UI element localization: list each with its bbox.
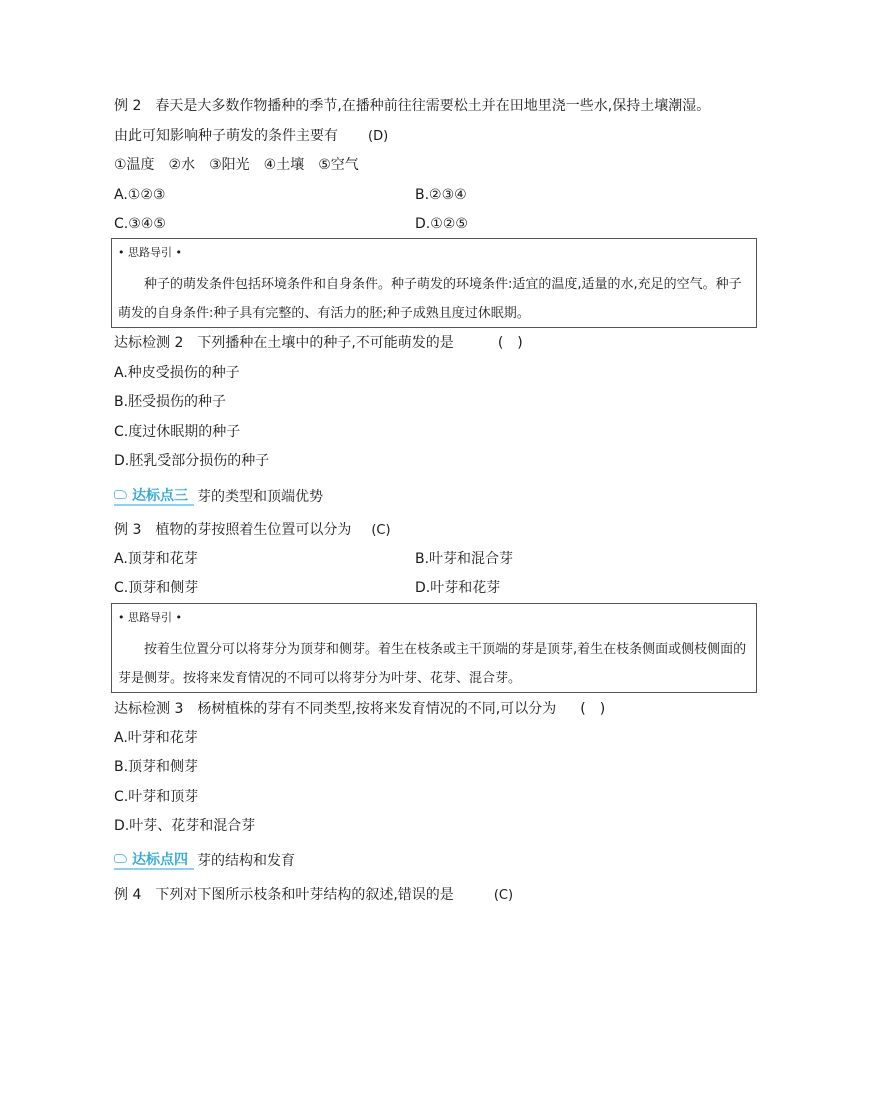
check2-option-c: C.度过休眠期的种子 [114,424,241,440]
cloud-tag-icon [114,490,127,499]
check2-option-a: A.种皮受损伤的种子 [114,365,240,381]
ex2-option-d: D.①②⑤ [415,216,468,232]
check3-option-a: A.叶芽和花芽 [114,730,198,746]
check2-option-b: B.胚受损伤的种子 [114,394,227,410]
hint-box-2-text [118,635,750,693]
section-3-heading [114,486,323,506]
ex3-question [114,520,391,541]
hint-box-1-text [118,270,750,328]
check2-option-d: D.胚乳受部分损伤的种子 [114,453,270,469]
check3-question [114,699,605,719]
check2-question-text: 达标检测 2 下列播种在土壤中的种子,不可能萌发的是 [114,335,454,351]
cloud-tag-icon [114,854,127,863]
check3-question-text: 达标检测 3 杨树植株的芽有不同类型,按将来发育情况的不同,可以分为 [114,701,557,717]
ex4-answer: (C) [493,888,514,903]
ex3-answer: (C) [371,523,391,538]
check3-option-b: B.顶芽和侧芽 [114,759,199,775]
ex2-answer: (D) [368,129,389,144]
ex2-items: ①温度 ②水 ③阳光 ④土壤 ⑤空气 [114,157,359,173]
ex2-option-c: C.③④⑤ [114,216,166,232]
ex2-option-a: A.①②③ [114,187,166,203]
check3-option-d: D.叶芽、花芽和混合芽 [114,818,256,834]
section-3-badge-label: 达标点三 [132,488,188,504]
check3-answer-paren: ( ) [580,701,606,717]
check2-answer-paren: ( ) [497,335,523,351]
section-4-badge-label: 达标点四 [132,852,188,868]
ex3-option-d: D.叶芽和花芽 [415,580,501,596]
hint-box-1-paragraph: 种子的萌发条件包括环境条件和自身条件。种子萌发的环境条件:适宜的温度,适量的水,充足的空气。种子萌发的自身条件:种子具有完整的、有活力的胚;种子成熟且度过休眠期。 [118,277,742,321]
ex2-question-line1: 例 2 春天是大多数作物播种的季节,在播种前往往需要松土并在田地里浇一些水,保持土壤潮湿。 [114,98,711,114]
hint-box-2-paragraph: 按着生位置分可以将芽分为顶芽和侧芽。着生在枝条或主干顶端的芽是顶芽,着生在枝条侧面或侧枝侧面的芽是侧芽。按将来发育情况的不同可以将芽分为叶芽、花芽、混合芽。 [118,642,747,686]
section-4-title: 芽的结构和发育 [197,853,295,869]
ex2-question-line2 [114,126,388,147]
ex2-question-text: 由此可知影响种子萌发的条件主要有 [114,128,338,144]
hint-box-2 [111,603,757,693]
section-3-badge [114,486,194,506]
ex3-option-b: B.叶芽和混合芽 [415,551,514,567]
section-4-heading [114,850,295,870]
ex3-question-text: 例 3 植物的芽按照着生位置可以分为 [114,522,352,538]
ex2-option-b: B.②③④ [415,187,467,203]
ex4-question-text: 例 4 下列对下图所示枝条和叶芽结构的叙述,错误的是 [114,887,454,903]
hint-box-1 [111,238,757,328]
ex3-option-c: C.顶芽和侧芽 [114,580,199,596]
check2-question [114,333,523,353]
hint-box-1-title: • 思路导引 • [118,246,182,259]
section-3-title: 芽的类型和顶端优势 [197,489,323,505]
section-4-badge [114,850,194,870]
hint-box-2-title: • 思路导引 • [118,611,182,624]
check3-option-c: C.叶芽和顶芽 [114,789,199,805]
ex4-question [114,885,513,906]
ex3-option-a: A.顶芽和花芽 [114,551,198,567]
